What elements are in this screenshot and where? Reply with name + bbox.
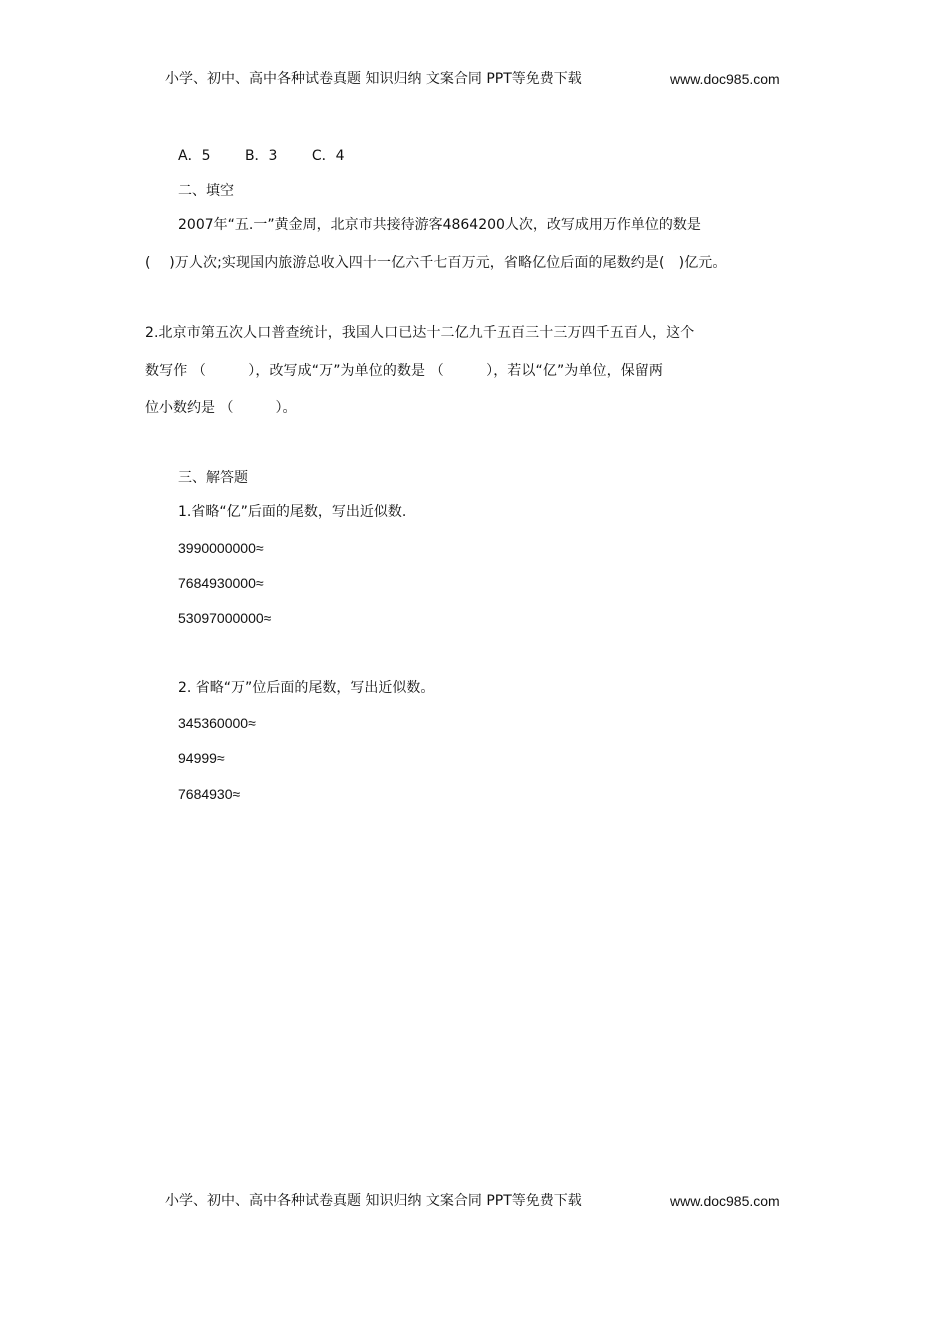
footer-text: 小学、初中、高中各种试卷真题 知识归纳 文案合同 PPT等免费下载 (165, 1193, 582, 1209)
fill-question-2-line-1: 2.北京市第五次人口普查统计，我国人口已达十二亿九千五百三十三万四千五百人，这个 (145, 325, 695, 341)
section-answer-title: 三、解答题 (178, 470, 248, 486)
answer-question-2-item-2: 94999≈ (178, 750, 225, 766)
header-text: 小学、初中、高中各种试卷真题 知识归纳 文案合同 PPT等免费下载 (165, 71, 582, 87)
answer-question-2-item-3: 7684930≈ (178, 786, 241, 802)
footer-site-link[interactable]: www.doc985.com (670, 1193, 780, 1209)
answer-question-1-item-3: 53097000000≈ (178, 610, 272, 626)
fill-question-1-line-2: ( )万人次;实现国内旅游总收入四十一亿六千七百万元，省略亿位后面的尾数约是( )亿元。 (145, 255, 727, 271)
fill-question-2-line-3: 位小数约是 （ ）。 (145, 400, 297, 416)
answer-question-2-title: 2. 省略“万”位后面的尾数，写出近似数。 (178, 680, 435, 696)
option-a: A．5 (178, 148, 211, 164)
page-header (165, 69, 805, 89)
multiple-choice-options (178, 146, 375, 166)
answer-question-2-item-1: 345360000≈ (178, 715, 256, 731)
answer-question-1-title: 1.省略“亿”后面的尾数，写出近似数. (178, 504, 407, 520)
section-fill-in-title: 二、填空 (178, 183, 234, 199)
answer-question-1-item-1: 3990000000≈ (178, 540, 264, 556)
fill-question-2-line-2: 数写作 （ ），改写成“万”为单位的数是 （ ），若以“亿”为单位，保留两 (145, 363, 664, 379)
fill-question-1-line-1: 2007年“五.一”黄金周，北京市共接待游客4864200人次，改写成用万作单位的数是 (178, 217, 701, 233)
answer-question-1-item-2: 7684930000≈ (178, 575, 264, 591)
page-footer (165, 1191, 805, 1211)
header-site-link[interactable]: www.doc985.com (670, 71, 780, 87)
option-b: B．3 (244, 148, 278, 164)
option-c: C．4 (311, 148, 345, 164)
